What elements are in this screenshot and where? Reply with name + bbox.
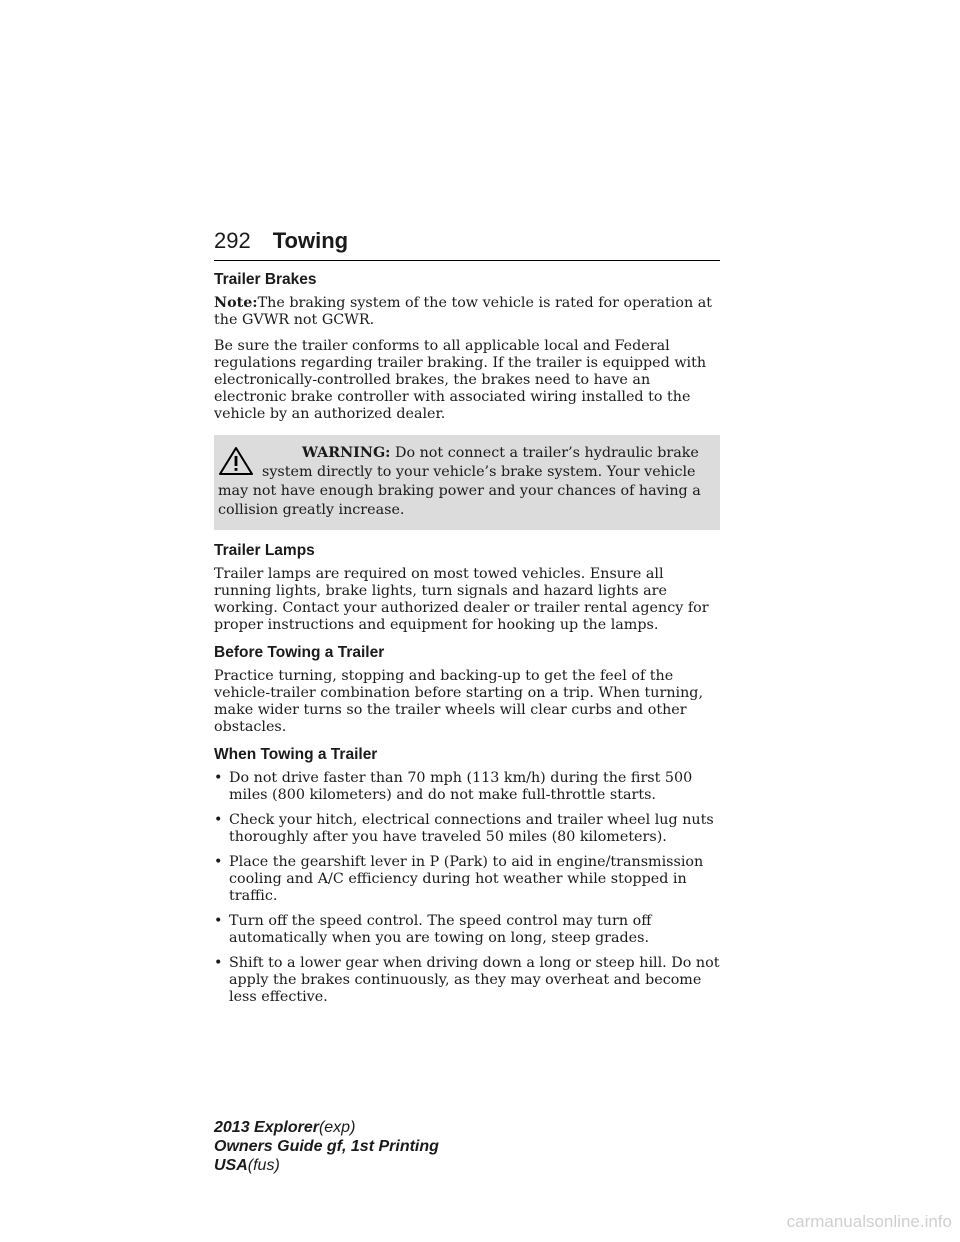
bullet-marker: •	[214, 955, 223, 971]
bullet-marker: •	[214, 854, 223, 870]
list-item	[214, 812, 720, 846]
note-text: The braking system of the tow vehicle is rated for operation at the GVWR not GCWR.	[214, 295, 713, 328]
watermark: carmanualsonline.info	[786, 1212, 952, 1231]
print-footer	[214, 1118, 439, 1175]
bullet-marker: •	[214, 770, 223, 786]
trailer-brakes-paragraph: Be sure the trailer conforms to all applicable local and Federal regulations regarding trailer braking. If the trailer is equipped with electronically-controlled brakes, the brakes need to have an electronic brake controller with associated wiring installed to the vehicle by an authorized dealer.	[214, 338, 707, 422]
footer-line-market	[214, 1156, 439, 1175]
list-item	[214, 770, 720, 804]
heading-before-towing: Before Towing a Trailer	[214, 644, 385, 661]
list-item-text: Check your hitch, electrical connections and trailer wheel lug nuts thoroughly after you have traveled 50 miles (80 kilometers).	[229, 812, 714, 845]
footer-line-model	[214, 1118, 439, 1137]
page-number: 292	[214, 228, 251, 253]
towing-tips-list	[214, 770, 720, 1006]
warning-text: Do not connect a trailer’s hydraulic brake system directly to your vehicle’s brake system. Your vehicle may not have enough braking power and your chances of having a collision greatly increase.	[218, 445, 701, 518]
note-paragraph	[214, 295, 720, 329]
list-item-text: Place the gearshift lever in P (Park) to aid in engine/transmission cooling and A/C efficiency during hot weather while stopped in traffic.	[229, 854, 704, 904]
bullet-marker: •	[214, 812, 223, 828]
footer-model: 2013 Explorer	[214, 1119, 319, 1136]
footer-model-code: (exp)	[318, 1119, 356, 1136]
warning-label: WARNING:	[302, 445, 391, 461]
footer-market-code: (fus)	[247, 1157, 280, 1174]
heading-trailer-brakes: Trailer Brakes	[214, 271, 317, 288]
footer-line-printing	[214, 1137, 439, 1156]
list-item-text: Shift to a lower gear when driving down a long or steep hill. Do not apply the brakes continuously, as they may overheat and become less effective.	[229, 955, 720, 1005]
heading-trailer-lamps: Trailer Lamps	[214, 542, 315, 559]
page-header	[214, 228, 720, 261]
bullet-marker: •	[214, 913, 223, 929]
before-towing-paragraph: Practice turning, stopping and backing-up to get the feel of the vehicle-trailer combination before starting on a trip. When turning, make wider turns so the trailer wheels will clear curbs and other obstacles.	[214, 668, 704, 735]
heading-when-towing: When Towing a Trailer	[214, 746, 378, 763]
footer-market: USA	[214, 1157, 248, 1174]
section-title: Towing	[272, 228, 349, 253]
note-label: Note:	[214, 295, 258, 311]
footer-printing: Owners Guide gf, 1st Printing	[214, 1138, 439, 1155]
list-item-text: Turn off the speed control. The speed control may turn off automatically when you are towing on long, steep grades.	[229, 913, 652, 946]
list-item	[214, 955, 720, 1006]
list-item	[214, 913, 720, 947]
warning-box	[214, 435, 720, 530]
trailer-lamps-paragraph: Trailer lamps are required on most towed vehicles. Ensure all running lights, brake lights, turn signals and hazard lights are working. Contact your authorized dealer or trailer rental agency for proper instructions and equipment for hooking up the lamps.	[214, 566, 709, 633]
list-item-text: Do not drive faster than 70 mph (113 km/h) during the first 500 miles (800 kilometers) and do not make full-throttle starts.	[229, 770, 693, 803]
warning-triangle-icon	[218, 446, 254, 476]
list-item	[214, 854, 720, 905]
page-content	[214, 228, 720, 1014]
